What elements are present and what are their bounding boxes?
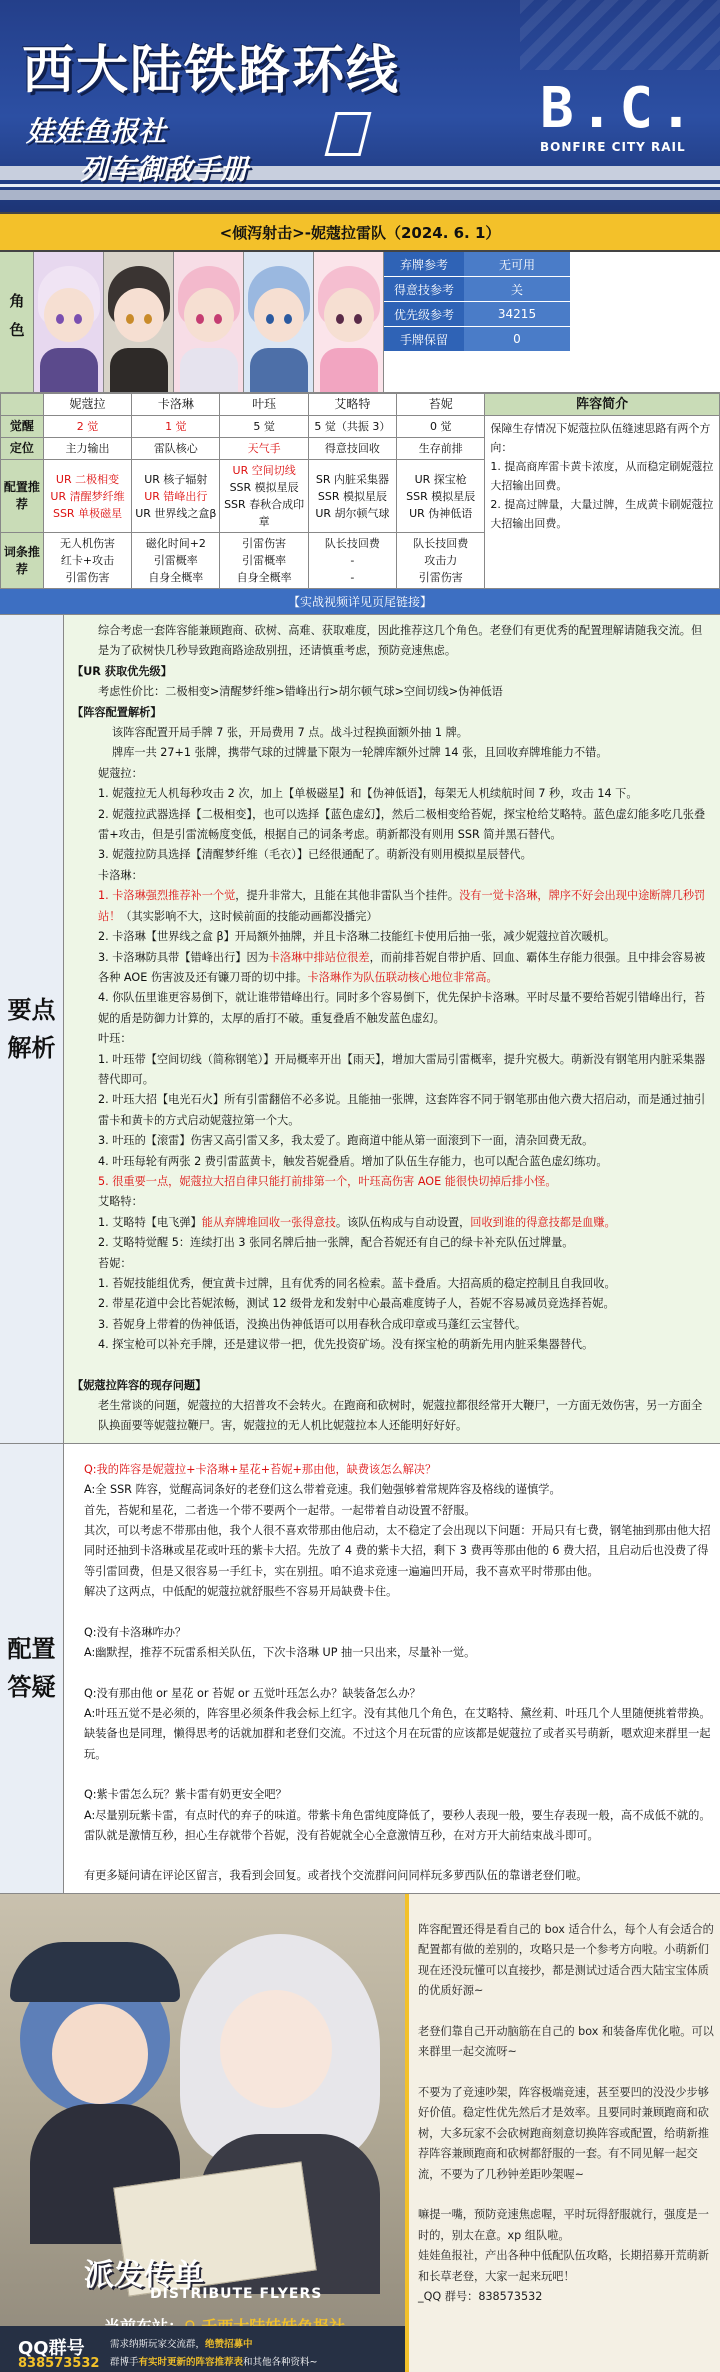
row-label-role: 定位 bbox=[1, 438, 44, 460]
highlight-text: 1. 卡洛琳强烈推荐补一个觉 bbox=[98, 889, 236, 903]
words-cell bbox=[132, 533, 220, 589]
note-paragraph: 阵容配置还得是看自己的 box 适合什么，每个人有会适合的配置都有做的差别的，攻略只是一个参考方向啦。小萌新们现在还没玩懂可以直接抄，都是测试过适合西大陆宝宝体质的优质好源~ bbox=[418, 1922, 714, 1997]
spacer bbox=[72, 1356, 712, 1376]
qa-content bbox=[64, 1444, 720, 1893]
highlight-text: 没有一觉卡洛琳，牌序不好会出现中途断牌几秒罚站！ bbox=[98, 889, 706, 923]
list-item: 1. 苔妮技能组优秀，便宜黄卡过牌，且有优秀的同名检索。蓝卡叠盾。大招高质的稳定控制且自我回收。 bbox=[98, 1277, 616, 1290]
config-item: UR 清醒梦纤维 bbox=[50, 489, 125, 503]
subheading: 【阵容配置解析】 bbox=[72, 705, 162, 719]
banner-title: 西大陆铁路环线 bbox=[22, 41, 401, 101]
awaken-value: 5 觉（共振 3） bbox=[308, 416, 396, 438]
reference-blank bbox=[384, 352, 570, 392]
list-item: 2. 叶珏大招【电光石火】所有引雷翻倍不必多说。且能抽一张牌，这套阵容不同于钢笔那由他六费大招启动，而是通过抽引雷卡和黄卡的方式启动妮蔻拉第一个大。 bbox=[98, 1093, 706, 1127]
section-label-text: 要点解析 bbox=[7, 995, 56, 1062]
highlight-text: 有实时更新的阵容推荐表 bbox=[138, 2356, 244, 2368]
words-cell bbox=[220, 533, 308, 589]
word-item: - bbox=[350, 554, 355, 567]
question: Q:紫卡雷怎么玩？紫卡雷有奶更安全吧？ bbox=[84, 1788, 287, 1802]
qq-number[interactable]: 838573532 bbox=[18, 2355, 100, 2371]
list-item: 4. 探宝枪可以补充手牌，还是建议带一把，优先投资矿场。没有探宝枪的萌新先用内脏采集器替代。 bbox=[98, 1338, 594, 1352]
row-label-config: 配置推荐 bbox=[1, 460, 44, 533]
highlight-text: 卡洛琳作为队伍联动核心地位非常高。 bbox=[307, 970, 498, 984]
list-item: 4. 你队伍里谁更容易倒下，就让谁带错峰出行。同时多个容易倒下，优先保护卡洛琳。平时尽量不要给苔妮引错峰出行，苔妮的盾是防御力计算的，太厚的盾打不破。重复叠盾不触发蓝色虚幻。 bbox=[98, 991, 706, 1025]
list-item bbox=[72, 1213, 712, 1233]
reference-value: 34215 bbox=[464, 302, 570, 326]
highlight-text: 能从弃牌堆回收一张得意技 bbox=[201, 1215, 336, 1229]
divider bbox=[405, 1894, 409, 2372]
key-points-content bbox=[64, 615, 720, 1443]
answer: A:幽默捏，推荐不玩雷系相关队伍，下次卡洛琳 UP 抽一只出来，尽量补一觉。 bbox=[84, 1646, 476, 1660]
note-spacer bbox=[418, 2001, 714, 2021]
banner-subtitle-manual: 列车御敌手册 bbox=[80, 153, 249, 186]
portrait-yejue bbox=[174, 252, 244, 392]
answer: 其次，可以考虑不带那由他，我个人很不喜欢带那由他启动，太不稳定了会出现以下问题：开局只有七费，钢笔抽到那由他大招同时还抽到卡洛琳或星花或叶珏的紫卡大招。先放了 4 费的紫卡大招，剩下 3 费再等那由他的 6 费大招，且启动后也没费了得等引雷回费，但是又很容易一手红卡，实在别扭。咱不追求竞速一遍遍凹开局，我不喜欢平时带那由他。 bbox=[84, 1524, 711, 1578]
portrait-eliot bbox=[244, 252, 314, 392]
key-points-section bbox=[0, 615, 720, 1444]
text-span: 3. 卡洛琳防具带【错峰出行】因为 bbox=[98, 950, 269, 964]
video-link-bar[interactable]: 【实战视频详见页尾链接】 bbox=[0, 589, 720, 615]
section-label bbox=[0, 615, 64, 1443]
portrait-caroline bbox=[104, 252, 174, 392]
reference-key: 得意技参考 bbox=[384, 277, 464, 301]
intro-body bbox=[485, 416, 720, 589]
word-item: 自身全概率 bbox=[236, 571, 292, 584]
character-name: 卡洛琳 bbox=[132, 394, 220, 416]
answer: 首先，苔妮和星花，二者选一个带不要两个一起带。一起带着自动设置不舒服。 bbox=[84, 1503, 476, 1517]
word-item: 引雷概率 bbox=[242, 554, 287, 567]
paragraph: 老生常谈的问题，妮蔻拉的大招普攻不会转火。在跑商和砍树时，妮蔻拉都很经常开大鞭尸，一方面无效伤害，另一方面全队换面要等妮蔻拉鞭尸。害，妮蔻拉的无人机比妮蔻拉本人还能明好好好。 bbox=[98, 1399, 703, 1433]
character-heading: 艾略特： bbox=[98, 1195, 143, 1209]
role-value: 天气手 bbox=[220, 438, 308, 460]
list-item: 1. 叶珏带【空间切线（简称钢笔）】开局概率开出【雨天】，增加大雷局引雷概率，提升究极大。萌新没有钢笔用内脏采集器替代即可。 bbox=[98, 1052, 706, 1086]
reference-row bbox=[384, 252, 570, 277]
character-roster bbox=[0, 252, 720, 393]
config-item: SSR 单极磁星 bbox=[52, 506, 123, 520]
qq-label: QQ群号 bbox=[18, 2337, 85, 2359]
text-span: ，提升非常大，且能在其他非雷队当个挂件。 bbox=[235, 889, 460, 903]
character-name: 艾略特 bbox=[308, 394, 396, 416]
config-item: UR 胡尔顿气球 bbox=[315, 506, 390, 520]
paragraph: 综合考虑一套阵容能兼顾跑商、砍树、高难、获取难度，因此推荐这几个角色。老登们有更优秀的配置理解请随我交流。但是为了砍树快几秒导致跑商路途敌别扭，还请慎重考虑，预防竞速焦虑。 bbox=[98, 624, 703, 658]
character-table bbox=[0, 393, 720, 589]
config-item: SSR 模拟星辰 bbox=[229, 481, 299, 494]
note-paragraph: 不要为了竞速吵架，阵容极端竞速，甚至要凹的没没少步够好价值。稳定性优先然后才是效率。且要同时兼顾跑商和砍树，大多玩家不会砍树跑商刻意切换阵容或配置，给萌新推荐阵容兼顾跑商和砍树都舒服的一套。有不同见解一起交流，不要为了几秒钟差距吵架喔~ bbox=[418, 2086, 709, 2181]
flyer-subtitle: DISTRIBUTE FLYERS bbox=[150, 2285, 323, 2302]
note-spacer bbox=[418, 2063, 714, 2083]
word-item: - bbox=[350, 571, 355, 584]
words-cell bbox=[308, 533, 396, 589]
character-heading: 苔妮： bbox=[98, 1256, 132, 1270]
banner-decoration bbox=[520, 0, 720, 70]
book-icon bbox=[325, 112, 372, 156]
config-item: UR 二极相变 bbox=[55, 472, 120, 486]
question: Q:我的阵容是妮蔻拉+卡洛琳+星花+苔妮+那由他，缺费该怎么解决？ bbox=[84, 1462, 437, 1476]
list-item bbox=[72, 1172, 712, 1192]
reference-key: 优先级参考 bbox=[384, 302, 464, 326]
reference-key: 手牌保留 bbox=[384, 327, 464, 351]
paragraph: 考虑性价比：二极相变>清醒梦纤维>错峰出行>胡尔顿气球>空间切线>伪神低语 bbox=[98, 685, 503, 699]
character-name: 苔妮 bbox=[397, 394, 485, 416]
row-label-awaken: 觉醒 bbox=[1, 416, 44, 438]
note-paragraph: 嘛提一嘴，预防竞速焦虑喔，平时玩得舒服就行，强度是一时的，别太在意。xp 组队啦。 bbox=[418, 2208, 709, 2242]
word-item: 引雷概率 bbox=[153, 554, 198, 567]
reference-panel bbox=[384, 252, 570, 392]
footer bbox=[0, 1894, 720, 2372]
awaken-value: 0 觉 bbox=[397, 416, 485, 438]
portrait-tani bbox=[314, 252, 384, 392]
role-value: 雷队核心 bbox=[132, 438, 220, 460]
section-label-text: 配置答疑 bbox=[7, 1635, 56, 1702]
word-item: 引雷伤害 bbox=[418, 571, 463, 584]
answer: A:尽量别玩紫卡雷，有点时代的弃子的味道。带紫卡角色雷纯度降低了，要秒人表现一般，要生存表现一般，高不成低不就的。雷队就是激情互秒，担心生存就带个苔妮，没有苔妮就全心全意激情互秒，在对方开大前结束战斗即可。 bbox=[84, 1808, 711, 1842]
config-item: UR 空间切线 bbox=[232, 464, 296, 477]
word-item: 引雷伤害 bbox=[65, 571, 110, 584]
banner-rail-stripe-lower bbox=[0, 190, 720, 200]
intro-title: 阵容简介 bbox=[485, 394, 720, 416]
section-label bbox=[0, 1444, 64, 1893]
row-label-words: 词条推荐 bbox=[1, 533, 44, 589]
footer-notes bbox=[418, 1920, 714, 2308]
words-cell bbox=[397, 533, 485, 589]
config-item: SR 内脏采集器 bbox=[315, 472, 389, 486]
text-span: ，而前排苔妮自带护盾、回血、霸体生存能力很强。且中排会容易被各种 AOE 伤害波及还有镰刀哥的切中排。 bbox=[98, 950, 706, 984]
qa-section bbox=[0, 1444, 720, 1894]
list-item: 2. 卡洛琳【世界线之盒 β】开局额外抽牌，并且卡洛琳二技能红卡使用后抽一张，减少妮蔻拉首次暖机。 bbox=[98, 930, 616, 944]
subheading: 【UR 获取优先级】 bbox=[72, 664, 172, 678]
word-item: 无人机伤害 bbox=[60, 537, 116, 550]
qq-note bbox=[110, 2336, 253, 2350]
qq-note bbox=[110, 2354, 318, 2368]
config-cell bbox=[43, 460, 131, 533]
intro-point: 2. 提高过牌量，大量过牌，生成黄卡刷妮蔻拉大招输出回费。 bbox=[490, 498, 714, 530]
list-item: 3. 叶珏的【滚雷】伤害又高引雷又多，我太爱了。跑商道中能从第一面滚到下一面，清杂回费无敌。 bbox=[98, 1134, 594, 1148]
list-item: 2. 带星花道中会比苔妮浓畅，测试 12 级骨龙和发射中心最高难度铸子人，苔妮不容易减员竞选择苔妮。 bbox=[98, 1297, 615, 1311]
highlight-text: 绝赞招募中 bbox=[205, 2338, 253, 2350]
qa-outro: 有更多疑问请在评论区留言，我看到会回复。或者找个交流群问问同样玩多萝西队伍的靠谱老登们啦。 bbox=[84, 1869, 588, 1883]
config-item: UR 探宝枪 bbox=[414, 472, 467, 486]
role-value: 生存前排 bbox=[397, 438, 485, 460]
intro-point: 1. 提高商库雷卡黄卡浓度，从而稳定刷妮蔻拉大招输出回费。 bbox=[490, 460, 714, 492]
roster-label bbox=[0, 252, 34, 392]
text-span: 群博手 bbox=[110, 2356, 139, 2368]
paragraph: 该阵容配置开局手牌 7 张，开局费用 7 点。战斗过程换面额外抽 1 牌。 bbox=[112, 726, 468, 740]
config-cell bbox=[220, 460, 308, 533]
reference-value: 无可用 bbox=[464, 252, 570, 276]
paragraph: 牌库一共 27+1 张牌，携带气球的过牌量下限为一轮牌库额外过牌 14 张，且回收弃牌堆能力不错。 bbox=[112, 746, 608, 760]
config-cell bbox=[397, 460, 485, 533]
list-item: 3. 苔妮身上带着的伪神低语，没换出伪神低语可以用春秋合成印章或马蓬红云宝替代。 bbox=[98, 1317, 527, 1331]
config-item: SSR 模拟星辰 bbox=[317, 489, 387, 503]
config-item: SSR 春秋合成印章 bbox=[224, 498, 305, 528]
answer: A:全 SSR 阵容，觉醒高词条好的老登们这么带着竞速。我们勉强够着常规阵容及格线的谨慎学。 bbox=[84, 1483, 561, 1497]
guide-heading: <倾泻射击>-妮蔻拉雷队（2024. 6. 1） bbox=[0, 212, 720, 252]
word-item: 队长技回费 bbox=[413, 537, 469, 550]
word-item: 引雷伤害 bbox=[242, 537, 287, 550]
text-span: 需求纳斯玩家交流群， bbox=[110, 2338, 206, 2350]
list-item: 3. 妮蔻拉防具选择【清醒梦纤维（毛衣）】已经很通配了。萌新没有则用模拟星辰替代。 bbox=[98, 848, 532, 862]
role-value: 主力输出 bbox=[43, 438, 131, 460]
list-item: 4. 叶珏每轮有两张 2 费引雷蓝黄卡，触发苔妮叠盾。增加了队伍生存能力，也可以配合蓝色虚幻练功。 bbox=[98, 1154, 608, 1168]
awaken-value: 2 觉 bbox=[43, 416, 131, 438]
character-heading: 妮蔻拉： bbox=[98, 766, 143, 780]
character-name: 叶珏 bbox=[220, 394, 308, 416]
words-cell bbox=[43, 533, 131, 589]
table-row-names bbox=[1, 394, 720, 416]
list-item bbox=[72, 948, 712, 989]
table-row-awaken bbox=[1, 416, 720, 438]
note-spacer bbox=[418, 2185, 714, 2205]
bc-logo-caption: BONFIRE CITY RAIL bbox=[540, 140, 686, 154]
awaken-value: 1 觉 bbox=[132, 416, 220, 438]
config-cell bbox=[308, 460, 396, 533]
banner-subtitle-publisher: 娃娃鱼报社 bbox=[26, 115, 167, 148]
text-span: （其实影响不大，这时候前面的技能动画都没播完） bbox=[120, 909, 378, 923]
config-item: UR 伪神低语 bbox=[409, 506, 473, 520]
role-value: 得意技回收 bbox=[308, 438, 396, 460]
word-item: 红卡+攻击 bbox=[60, 554, 115, 567]
highlight-text: 5. 很重要一点，妮蔻拉大招自律只能打前排第一个， bbox=[98, 1174, 359, 1188]
roster-label-text: 角色 bbox=[7, 293, 26, 351]
character-heading: 卡洛琳： bbox=[98, 868, 143, 882]
config-item: UR 世界线之盒β bbox=[135, 506, 217, 520]
portrait-nikola bbox=[34, 252, 104, 392]
word-item: 队长技回费 bbox=[324, 537, 380, 550]
awaken-value: 5 觉 bbox=[220, 416, 308, 438]
spacer bbox=[84, 1846, 712, 1866]
question: Q:没有那由他 or 星花 or 苔妮 or 五觉叶珏怎么办？缺装备怎么办？ bbox=[84, 1686, 421, 1700]
config-item: SSR 模拟星辰 bbox=[406, 489, 476, 503]
reference-value: 0 bbox=[464, 327, 570, 351]
reference-value: 关 bbox=[464, 277, 570, 301]
spacer bbox=[84, 1603, 712, 1623]
word-item: 攻击力 bbox=[424, 554, 458, 567]
text-span: 和其他各种资料~ bbox=[243, 2356, 318, 2368]
note-paragraph: _QQ 群号：838573532 bbox=[418, 2290, 543, 2304]
list-item: 1. 妮蔻拉无人机每秒攻击 2 次，加上【单极磁星】和【伪神低语】，每架无人机续航时间 7 秒，攻击 14 下。 bbox=[98, 787, 638, 801]
config-item: UR 核子辐射 bbox=[144, 472, 208, 486]
text-span: 。该队伍构成与自动设置， bbox=[336, 1215, 471, 1229]
note-paragraph: 娃娃鱼报社，产出各种中低配队伍攻略，长期招募开荒萌新和长草老登，大家一起来玩吧！ bbox=[418, 2249, 709, 2283]
word-item: 自身全概率 bbox=[148, 571, 204, 584]
empty-cell bbox=[1, 394, 44, 416]
intro-text: 保障生存情况下妮蔻拉队伍缝速思路有两个方向： bbox=[490, 422, 711, 454]
bc-logo: B.C. bbox=[540, 76, 699, 141]
subheading: 【妮蔻拉阵容的现存问题】 bbox=[72, 1378, 207, 1392]
question: Q:没有卡洛琳咋办？ bbox=[84, 1625, 187, 1639]
reference-row bbox=[384, 327, 570, 352]
highlight-text: 叶珏高伤害 AOE 能很快切掉后排小怪。 bbox=[358, 1174, 557, 1188]
reference-row bbox=[384, 302, 570, 327]
config-item: UR 错峰出行 bbox=[144, 489, 208, 503]
character-heading: 叶珏： bbox=[98, 1032, 132, 1046]
header-banner bbox=[0, 0, 720, 212]
list-item: 2. 妮蔻拉武器选择【二极相变】，也可以选择【蓝色虚幻】，然后二极相变给苔妮，探宝枪给艾略特。蓝色虚幻能多吃几张叠雷+攻击，但是引雷流畅度变低，根据自己的词条考虑。萌新都没有则用 SSR 简并黑石替代。 bbox=[98, 807, 706, 842]
answer: A:叶珏五觉不是必须的，阵容里必须条件我会标上红字。没有其他几个角色，在艾略特、黛丝莉、叶珏几个人里随便挑着带换。缺装备也是同理，懒得思考的话就加群和老登们交流。不过这个月在玩雷的应该都是妮蔻拉了或者买号萌新，嗯欢迎来群里一起玩。 bbox=[84, 1706, 711, 1761]
highlight-text: 卡洛琳中排站位很差 bbox=[268, 950, 370, 964]
highlight-text: 回收到谁的得意技都是血赚。 bbox=[470, 1215, 616, 1229]
note-paragraph: 老登们靠自己开动脑筋在自己的 box 和装备库优化啦。可以来群里一起交流呀~ bbox=[418, 2024, 714, 2059]
character-name: 妮蔻拉 bbox=[43, 394, 131, 416]
reference-row bbox=[384, 277, 570, 302]
portrait-row bbox=[34, 252, 384, 392]
reference-key: 弃牌参考 bbox=[384, 252, 464, 276]
flyer-title: 派发传单 bbox=[84, 2257, 204, 2293]
list-item bbox=[72, 886, 712, 927]
spacer bbox=[84, 1765, 712, 1785]
text-span: 1. 艾略特【电飞弹】 bbox=[98, 1215, 202, 1229]
word-item: 磁化时间+2 bbox=[145, 537, 206, 550]
spacer bbox=[84, 1664, 712, 1684]
list-item: 2. 艾略特觉醒 5：连续打出 3 张同名牌后抽一张牌，配合苔妮还有自己的绿卡补充队伍过牌量。 bbox=[98, 1236, 574, 1250]
answer: 解决了这两点，中低配的妮蔻拉就舒服些不容易开局缺费卡住。 bbox=[84, 1585, 398, 1599]
config-cell bbox=[132, 460, 220, 533]
